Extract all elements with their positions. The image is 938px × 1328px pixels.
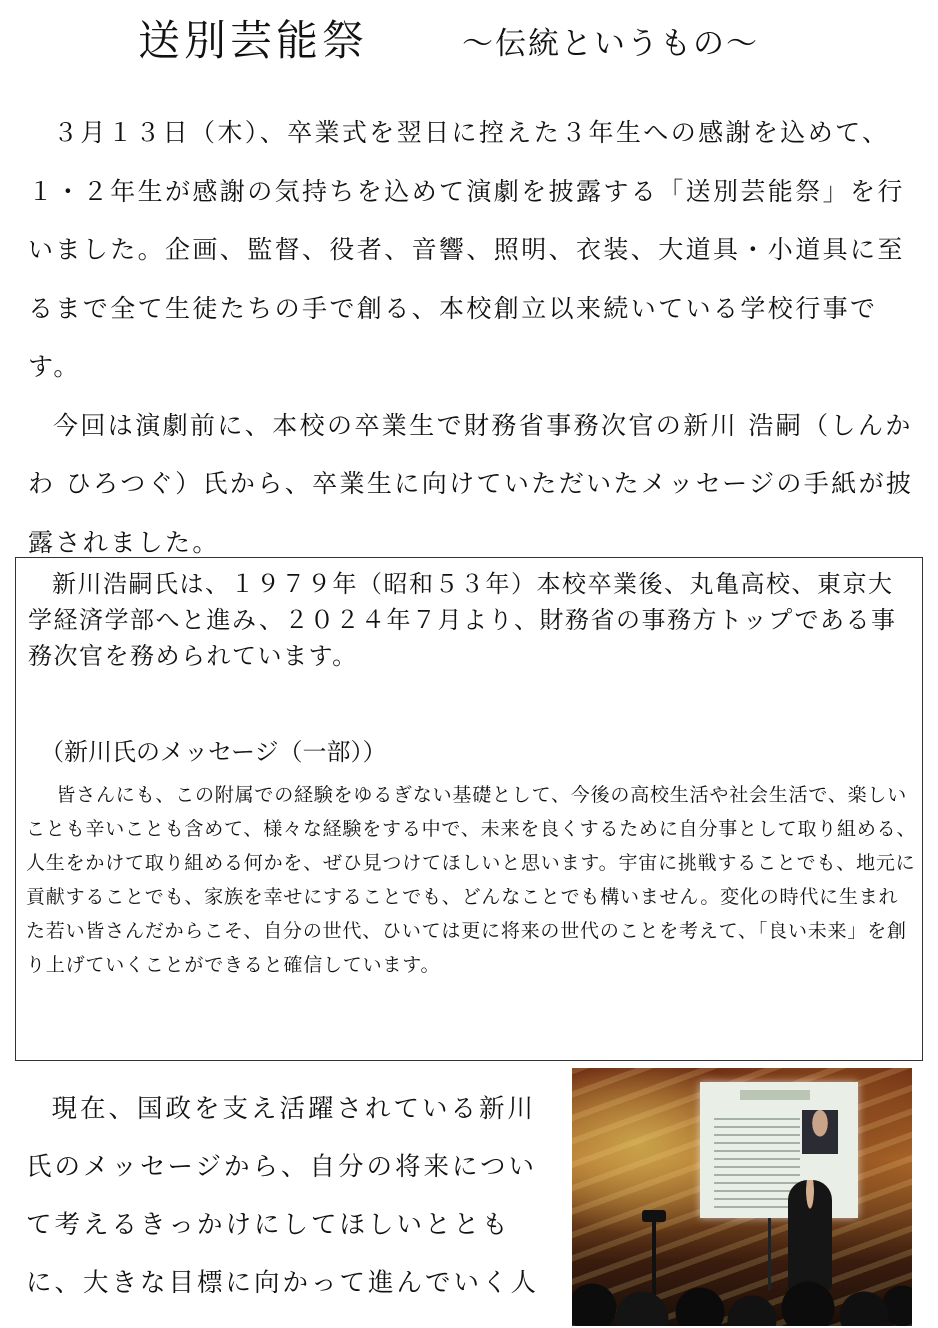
title-row <box>0 6 938 66</box>
profile-box <box>15 557 923 1061</box>
projector-screen <box>700 1082 858 1218</box>
slide-heading <box>740 1090 810 1100</box>
profile-bio: 新川浩嗣氏は、１９７９年（昭和５３年）本校卒業後、丸亀高校、東京大学経済学部へと進み、２０２４年７月より、財務省の事務方トップである事務次官を務められています。 <box>28 570 897 670</box>
event-photo <box>572 1068 912 1326</box>
message-heading: （新川氏のメッセージ（一部）） <box>40 738 387 766</box>
page-subtitle: ～伝統というもの～ <box>462 26 759 62</box>
closing-paragraph: 現在、国政を支え活躍されている新川氏のメッセージから、自分の将来について考えるきっかけにしてほしいとともに、大きな目標に向かって進んでいく人 <box>26 1094 540 1298</box>
intro-section <box>28 104 916 572</box>
message-body: 皆さんにも、この附属での経験をゆるぎない基礎として、今後の高校生活や社会生活で、楽しいことも辛いことも含めて、様々な経験をする中で、未来を良くするために自分事として取り組める、人生をかけて取り組める何かを、ぜひ見つけてほしいと思います。宇宙に挑戦することでも、地元に貢献することでも、家族を幸せにすることでも、どんなことでも構いません。変化の時代に生まれた若い皆さんだからこそ、自分の世代、ひいては更に将来の世代のことを考えて、「良い未来」を創り上げていくことができると確信しています。 <box>26 784 917 976</box>
page-title: 送別芸能祭 <box>138 16 369 65</box>
slide-text-lines <box>714 1118 800 1208</box>
intro-paragraph-1: ３月１３日（木）、卒業式を翌日に控えた３年生への感謝を込めて、１・２年生が感謝の気持ちを込めて演劇を披露する「送別芸能祭」を行いました。企画、監督、役者、音響、照明、衣装、大道具・小道具に至るまで全て生徒たちの手で創る、本校創立以来続いている学校行事です。 <box>28 118 905 381</box>
intro-paragraph-2: 今回は演劇前に、本校の卒業生で財務省事務次官の新川 浩嗣（しんかわ ひろつぐ）氏から、卒業生に向けていただいたメッセージの手紙が披露されました。 <box>28 410 914 557</box>
slide-portrait <box>802 1110 838 1154</box>
audience-heads <box>572 1268 912 1326</box>
